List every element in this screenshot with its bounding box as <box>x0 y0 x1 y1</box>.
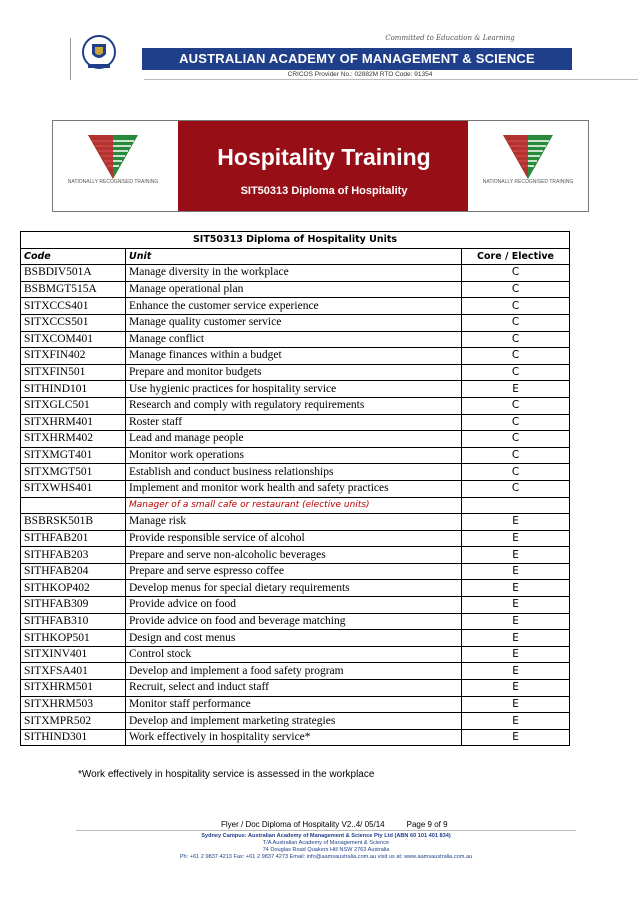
table-row <box>21 314 570 331</box>
unit-code: SITHIND301 <box>21 729 126 746</box>
unit-title: Design and cost menus <box>126 630 462 647</box>
table-row <box>21 431 570 448</box>
core-elective: C <box>462 298 570 315</box>
unit-code: SITHKOP402 <box>21 580 126 597</box>
table-caption: SIT50313 Diploma of Hospitality Units <box>21 232 570 249</box>
table-row <box>21 348 570 365</box>
unit-title: Prepare and monitor budgets <box>126 364 462 381</box>
unit-title: Manage risk <box>126 514 462 531</box>
page-number: Page 9 of 9 <box>406 820 448 829</box>
table-row <box>21 630 570 647</box>
unit-code: SITXCCS401 <box>21 298 126 315</box>
core-elective: E <box>462 381 570 398</box>
table-row <box>21 580 570 597</box>
nrt-logo-text: NATIONALLY RECOGNISED TRAINING <box>67 179 159 185</box>
table-row <box>21 298 570 315</box>
nrt-logo-right <box>468 121 588 211</box>
core-elective: C <box>462 431 570 448</box>
table-header-row <box>21 248 570 265</box>
table-row <box>21 364 570 381</box>
unit-code: SITXFIN402 <box>21 348 126 365</box>
unit-code: SITXMPR502 <box>21 713 126 730</box>
unit-title: Lead and manage people <box>126 431 462 448</box>
unit-title: Prepare and serve non-alcoholic beverages <box>126 547 462 564</box>
unit-title: Roster staff <box>126 414 462 431</box>
unit-code: SITXCCS501 <box>21 314 126 331</box>
unit-code: BSBRSK501B <box>21 514 126 531</box>
unit-code <box>21 497 126 514</box>
table-row <box>21 281 570 298</box>
academy-crest-icon <box>82 34 116 72</box>
core-elective: E <box>462 580 570 597</box>
unit-title: Control stock <box>126 646 462 663</box>
units-table <box>20 231 570 746</box>
unit-code: SITHFAB310 <box>21 613 126 630</box>
unit-title: Implement and monitor work health and safety practices <box>126 480 462 497</box>
core-elective: E <box>462 613 570 630</box>
unit-title: Monitor work operations <box>126 447 462 464</box>
core-elective: E <box>462 680 570 697</box>
table-row <box>21 696 570 713</box>
core-elective: E <box>462 646 570 663</box>
header-core-elective: Core / Elective <box>462 248 570 265</box>
academy-tagline: Committed to Education & Learning <box>385 34 515 42</box>
unit-code: SITXMGT501 <box>21 464 126 481</box>
core-elective: C <box>462 480 570 497</box>
core-elective: E <box>462 530 570 547</box>
unit-title: Enhance the customer service experience <box>126 298 462 315</box>
core-elective: C <box>462 464 570 481</box>
footer-line-4: Ph: +61 2 9837 4213 Fax: +61 2 9837 4273 Email: info@aamsaustralia.com.au visit us at: www.aamsaustralia.com.au <box>179 854 473 860</box>
unit-code: SITXWHS401 <box>21 480 126 497</box>
table-row <box>21 480 570 497</box>
table-row <box>21 331 570 348</box>
unit-title: Monitor staff performance <box>126 696 462 713</box>
unit-code: SITXFIN501 <box>21 364 126 381</box>
unit-title: Establish and conduct business relationships <box>126 464 462 481</box>
table-row <box>21 397 570 414</box>
table-row <box>21 563 570 580</box>
unit-title: Manager of a small cafe or restaurant (elective units) <box>126 497 462 514</box>
unit-code: SITHFAB309 <box>21 597 126 614</box>
header-rule <box>144 79 638 80</box>
table-row <box>21 613 570 630</box>
letterhead <box>70 30 570 82</box>
footer-ref <box>221 820 448 829</box>
unit-title: Develop and implement a food safety program <box>126 663 462 680</box>
unit-title: Use hygienic practices for hospitality service <box>126 381 462 398</box>
core-elective: C <box>462 397 570 414</box>
table-row <box>21 381 570 398</box>
unit-code: SITHFAB201 <box>21 530 126 547</box>
nrt-logo-left <box>53 121 173 211</box>
unit-code: SITXHRM401 <box>21 414 126 431</box>
table-caption-row <box>21 232 570 249</box>
unit-code: BSBDIV501A <box>21 265 126 282</box>
unit-title: Manage conflict <box>126 331 462 348</box>
unit-title: Manage quality customer service <box>126 314 462 331</box>
unit-title: Manage diversity in the workplace <box>126 265 462 282</box>
title-banner <box>52 120 589 212</box>
footnote: *Work effectively in hospitality service is assessed in the workplace <box>78 769 375 780</box>
unit-code: SITHFAB204 <box>21 563 126 580</box>
unit-title: Provide advice on food and beverage matching <box>126 613 462 630</box>
table-row <box>21 265 570 282</box>
core-elective: C <box>462 447 570 464</box>
table-section-row <box>21 497 570 514</box>
table-row <box>21 530 570 547</box>
unit-code: SITXINV401 <box>21 646 126 663</box>
footer-line-3: 74 Douglas Road Quakers Hill NSW 2763 Australia <box>262 847 390 853</box>
header-unit: Unit <box>126 248 462 265</box>
table-row <box>21 514 570 531</box>
footer-rule <box>76 830 576 831</box>
unit-code: BSBMGT515A <box>21 281 126 298</box>
core-elective: E <box>462 713 570 730</box>
table-row <box>21 729 570 746</box>
core-elective: C <box>462 281 570 298</box>
core-elective: E <box>462 729 570 746</box>
table-row <box>21 597 570 614</box>
core-elective: E <box>462 563 570 580</box>
unit-title: Recruit, select and induct staff <box>126 680 462 697</box>
table-row <box>21 680 570 697</box>
academy-name: AUSTRALIAN ACADEMY OF MANAGEMENT & SCIENCE <box>142 48 572 70</box>
core-elective: E <box>462 696 570 713</box>
unit-code: SITXCOM401 <box>21 331 126 348</box>
unit-title: Provide advice on food <box>126 597 462 614</box>
unit-code: SITHFAB203 <box>21 547 126 564</box>
title-panel <box>178 121 470 211</box>
core-elective: E <box>462 547 570 564</box>
unit-title: Manage operational plan <box>126 281 462 298</box>
unit-code: SITHIND101 <box>21 381 126 398</box>
table-row <box>21 547 570 564</box>
page-title: Hospitality Training <box>217 144 431 170</box>
table-row <box>21 414 570 431</box>
table-row <box>21 663 570 680</box>
unit-title: Work effectively in hospitality service* <box>126 729 462 746</box>
table-row <box>21 646 570 663</box>
unit-title: Manage finances within a budget <box>126 348 462 365</box>
unit-code: SITXMGT401 <box>21 447 126 464</box>
footer-address <box>96 833 556 861</box>
core-elective: E <box>462 597 570 614</box>
core-elective: C <box>462 265 570 282</box>
core-elective: C <box>462 314 570 331</box>
unit-code: SITXHRM501 <box>21 680 126 697</box>
core-elective: E <box>462 663 570 680</box>
unit-title: Develop menus for special dietary requirements <box>126 580 462 597</box>
page-subtitle: SIT50313 Diploma of Hospitality <box>240 185 408 197</box>
unit-code: SITXHRM503 <box>21 696 126 713</box>
unit-code: SITHKOP501 <box>21 630 126 647</box>
unit-code: SITXFSA401 <box>21 663 126 680</box>
unit-code: SITXHRM402 <box>21 431 126 448</box>
unit-title: Prepare and serve espresso coffee <box>126 563 462 580</box>
core-elective: E <box>462 630 570 647</box>
table-row <box>21 713 570 730</box>
unit-title: Develop and implement marketing strategies <box>126 713 462 730</box>
table-row <box>21 447 570 464</box>
core-elective <box>462 497 570 514</box>
nrt-logo-text: NATIONALLY RECOGNISED TRAINING <box>482 179 574 185</box>
doc-reference: Flyer / Doc Diploma of Hospitality V2..4/ 05/14 <box>221 820 385 829</box>
unit-title: Research and comply with regulatory requirements <box>126 397 462 414</box>
unit-code: SITXGLC501 <box>21 397 126 414</box>
unit-title: Provide responsible service of alcohol <box>126 530 462 547</box>
core-elective: C <box>462 348 570 365</box>
header-divider <box>70 38 71 80</box>
table-row <box>21 464 570 481</box>
cricos-info: CRICOS Provider No.: 02882M RTO Code: 91354 <box>287 71 433 78</box>
nrt-triangle-icon <box>503 135 553 179</box>
core-elective: C <box>462 364 570 381</box>
core-elective: C <box>462 414 570 431</box>
core-elective: C <box>462 331 570 348</box>
nrt-triangle-icon <box>88 135 138 179</box>
core-elective: E <box>462 514 570 531</box>
header-code: Code <box>21 248 126 265</box>
footer-line-1: Sydney Campus: Australian Academy of Management & Science Pty Ltd (ABN 60 101 401 834) <box>201 833 451 839</box>
footer-line-2: T/A Australian Academy of Management & Science <box>262 840 390 846</box>
